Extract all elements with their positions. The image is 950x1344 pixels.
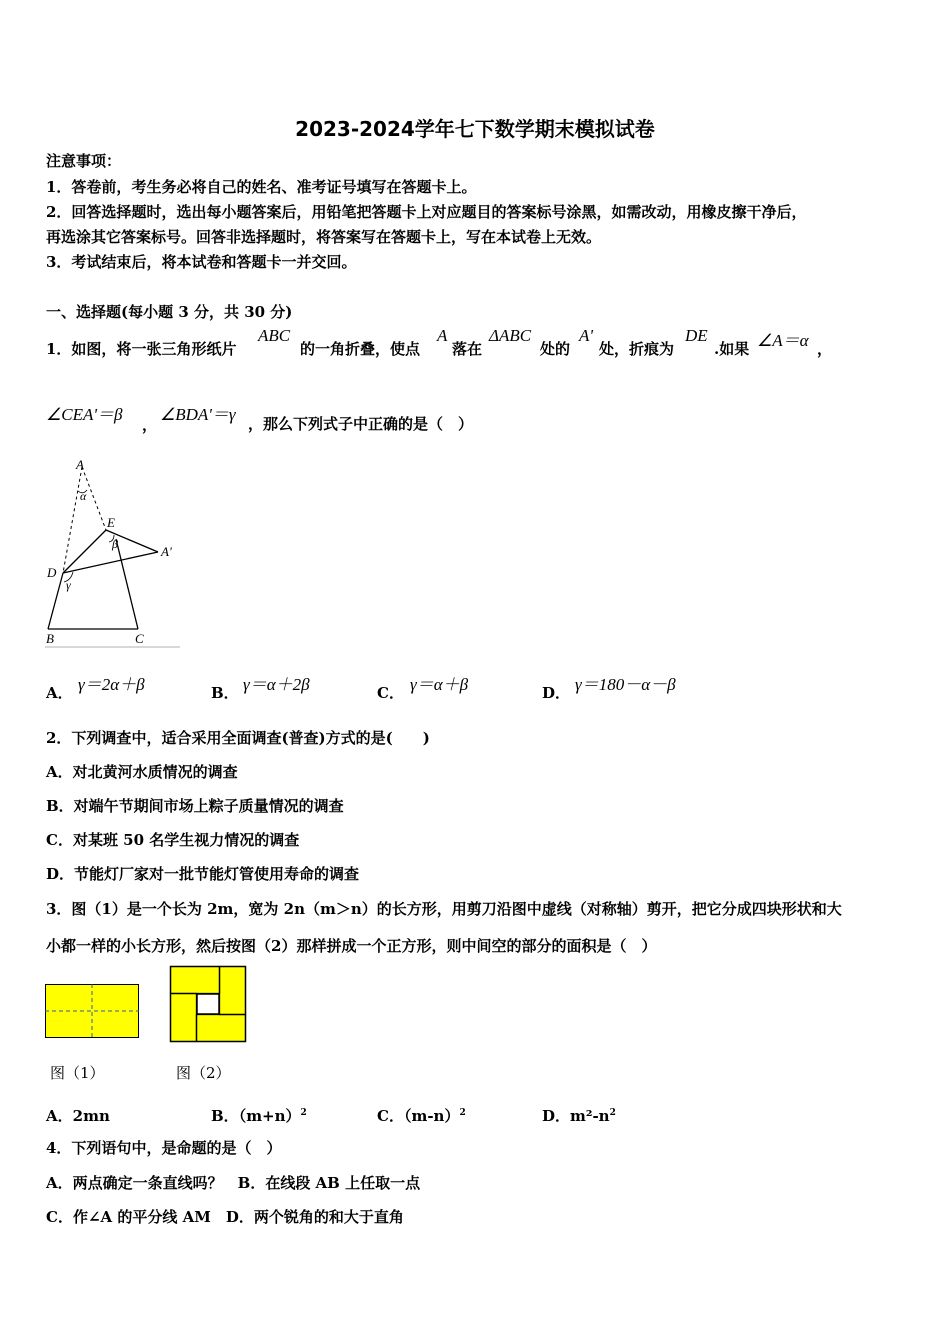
- q1-text: 处的: [540, 340, 571, 358]
- q1-text: ，那么下列式子中正确的是（ ）: [248, 415, 474, 433]
- q2-option-a: A．对北黄河水质情况的调查: [46, 763, 238, 781]
- notice-heading: 注意事项：: [46, 152, 122, 170]
- q1-option-a-label: A．: [46, 684, 73, 702]
- q1-math: ABC: [258, 326, 291, 345]
- q3-option-d: D．$m^2-n^2$: [542, 1107, 616, 1125]
- label-A-prime: A': [161, 544, 172, 559]
- label-B: B: [46, 631, 54, 646]
- q1-text: 处，折痕为: [599, 340, 675, 358]
- q2-stem: 2．下列调查中，适合采用全面调查(普查)方式的是( ): [46, 729, 430, 747]
- q4-stem: 4．下列语句中，是命题的是（ ）: [46, 1139, 282, 1157]
- q1-math: ∠CEA'＝β: [46, 405, 123, 424]
- q1-math: A': [579, 326, 594, 345]
- q2-option-c: C．对某班 50 名学生视力情况的调查: [46, 831, 300, 849]
- q1-math: ΔABC: [489, 326, 532, 345]
- q4-options-line1: A．两点确定一条直线吗？ B．在线段 AB 上任取一点: [46, 1174, 421, 1192]
- q3-option-a: A．2mn: [46, 1107, 110, 1125]
- label-D: D: [47, 565, 57, 580]
- q2-option-b: B．对端午节期间市场上粽子质量情况的调查: [46, 797, 344, 815]
- notice-item: 2．回答选择题时，选出每小题答案后，用铅笔把答题卡上对应题目的答案标号涂黑，如需改动，用橡皮擦干净后，: [46, 203, 807, 221]
- q1-math: ∠A＝α: [757, 331, 809, 350]
- notice-item: 1．答卷前，考生务必将自己的姓名、准考证号填写在答题卡上。: [46, 178, 477, 196]
- q3-option-b: B．$(m+n)^2$: [211, 1107, 307, 1125]
- q1-option-b: γ＝α＋2β: [243, 675, 310, 694]
- label-gamma: γ: [66, 578, 71, 592]
- figure-2-caption: 图（2）: [176, 1064, 231, 1082]
- label-A: A: [76, 457, 84, 472]
- q3-option-c: C．$(m-n)^2$: [377, 1107, 466, 1125]
- label-E: E: [107, 515, 115, 530]
- figure-1-caption: 图（1）: [50, 1064, 105, 1082]
- label-beta: β: [112, 537, 118, 551]
- q1-text: .如果: [714, 340, 750, 358]
- q1-option-d-label: D．: [542, 684, 571, 702]
- q1-option-c: γ＝α＋β: [410, 675, 469, 694]
- q1-text: ，: [817, 340, 833, 358]
- q2-option-d: D．节能灯厂家对一批节能灯管使用寿命的调查: [46, 865, 360, 883]
- notice-item: 再选涂其它答案标号。回答非选择题时，将答案写在答题卡上，写在本试卷上无效。: [46, 228, 602, 246]
- q1-text: ，: [142, 416, 158, 434]
- label-C: C: [135, 631, 144, 646]
- fold-triangle-figure: [40, 455, 185, 650]
- q1-math: DE: [685, 326, 708, 345]
- q1-math: ∠BDA'＝γ: [160, 405, 236, 424]
- q3-stem-line1: 3．图（1）是一个长为 2m，宽为 2n（m＞n）的长方形，用剪刀沿图中虚线（对称轴）剪开，把它分成四块形状和大: [46, 900, 842, 918]
- page-title: 2023-2024学年七下数学期末模拟试卷: [295, 117, 655, 141]
- section-heading: 一、选择题(每小题 3 分，共 30 分): [46, 303, 293, 321]
- q1-text: 落在: [452, 340, 483, 358]
- q1-text: 的一角折叠，使点: [300, 340, 421, 358]
- q1-option-d: γ＝180－α－β: [575, 675, 676, 694]
- figure-1-rectangle: [45, 984, 139, 1038]
- q1-math: A: [437, 326, 448, 345]
- q1-option-b-label: B．: [211, 684, 239, 702]
- q4-options-line2: C．作∠A 的平分线 AM D．两个锐角的和大于直角: [46, 1208, 404, 1226]
- q1-text: 1．如图，将一张三角形纸片: [46, 340, 237, 358]
- q3-stem-line2: 小都一样的小长方形，然后按图（2）那样拼成一个正方形，则中间空的部分的面积是（ ）: [46, 937, 657, 955]
- figure-2-square: [170, 966, 246, 1042]
- notice-item: 3．考试结束后，将本试卷和答题卡一并交回。: [46, 253, 357, 271]
- q1-option-a: γ＝2α＋β: [78, 675, 145, 694]
- label-alpha: α: [80, 489, 87, 503]
- q1-option-c-label: C．: [377, 684, 404, 702]
